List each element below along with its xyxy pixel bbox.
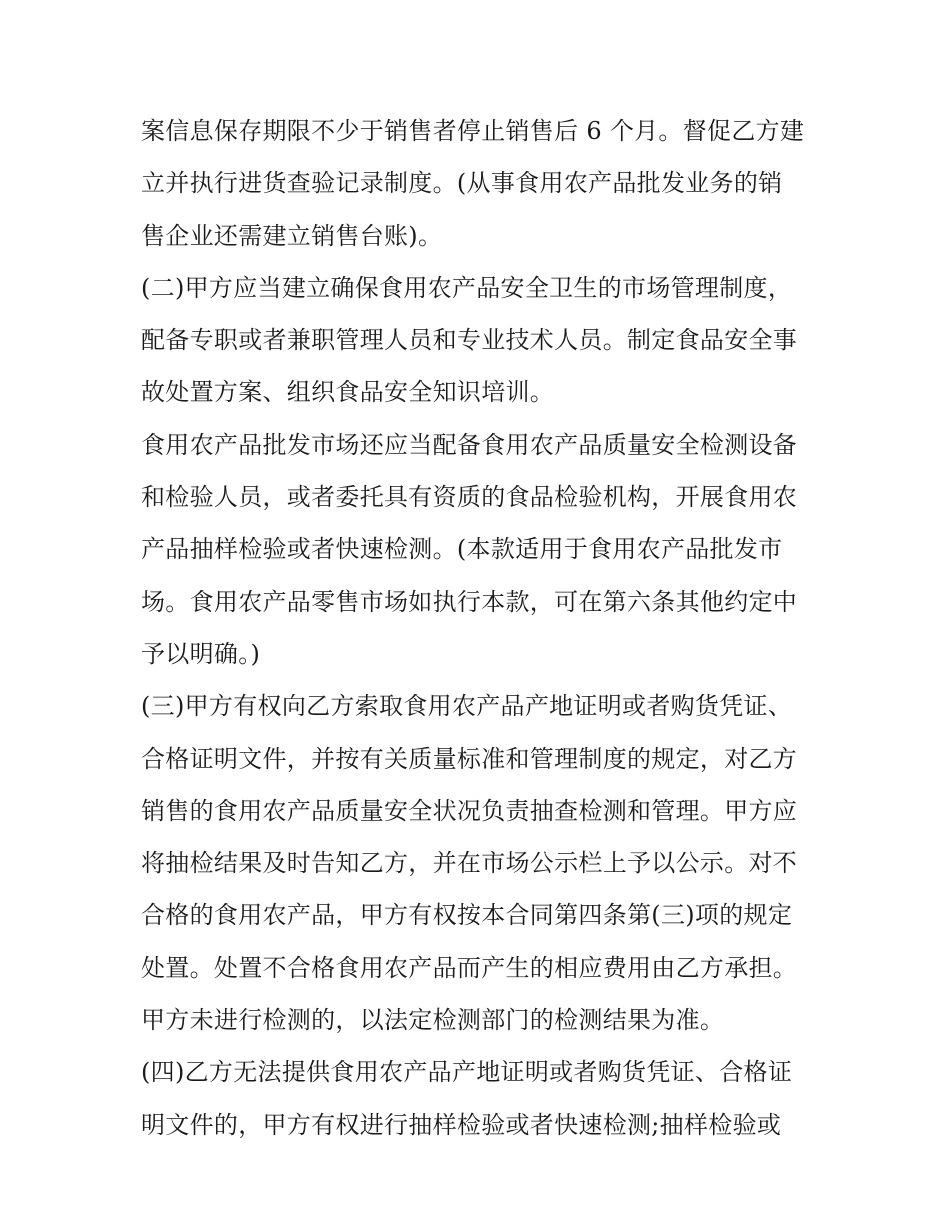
text-line: 故处置方案、组织食品安全知识培训。: [141, 378, 555, 407]
document-body: [141, 105, 821, 1151]
text-line: (二)甲方应当建立确保食用农产品安全卫生的市场管理制度，: [141, 273, 793, 302]
text-line: 和检验人员，或者委托具有资质的食品检验机构，开展食用农: [141, 483, 798, 512]
text-line: 产品抽样检验或者快速检测。(本款适用于食用农产品批发市: [141, 535, 783, 564]
text-line: (四)乙方无法提供食用农产品产地证明或者购货凭证、合格证: [141, 1058, 793, 1087]
text-line: (三)甲方有权向乙方索取食用农产品产地证明或者购货凭证、: [141, 692, 793, 721]
text-line: 合格证明文件，并按有关质量标准和管理制度的规定，对乙方: [141, 744, 798, 773]
text-line: 售企业还需建立销售台账)。: [141, 221, 443, 250]
text-line: 场。食用农产品零售市场如执行本款，可在第六条其他约定中: [141, 587, 798, 616]
text-line: 将抽检结果及时告知乙方，并在市场公示栏上予以公示。对不: [141, 849, 798, 878]
text-line: 立并执行进货查验记录制度。(从事食用农产品批发业务的销: [141, 169, 783, 198]
text-line: 予以明确。): [141, 639, 261, 668]
text-line: 甲方未进行检测的，以法定检测部门的检测结果为准。: [141, 1006, 725, 1035]
text-line: 销售的食用农产品质量安全状况负责抽查检测和管理。甲方应: [141, 796, 798, 825]
text-line: 处置。处置不合格食用农产品而产生的相应费用由乙方承担。: [141, 953, 798, 982]
text-line: 合格的食用农产品，甲方有权按本合同第四条第(三)项的规定: [141, 901, 793, 930]
text-line: 明文件的，甲方有权进行抽样检验或者快速检测;抽样检验或: [141, 1110, 782, 1139]
text-line: 配备专职或者兼职管理人员和专业技术人员。制定食品安全事: [141, 326, 798, 355]
text-line: 案信息保存期限不少于销售者停止销售后 6 个月。督促乙方建: [141, 117, 805, 145]
text-line: 食用农产品批发市场还应当配备食用农产品质量安全检测设备: [141, 430, 798, 459]
